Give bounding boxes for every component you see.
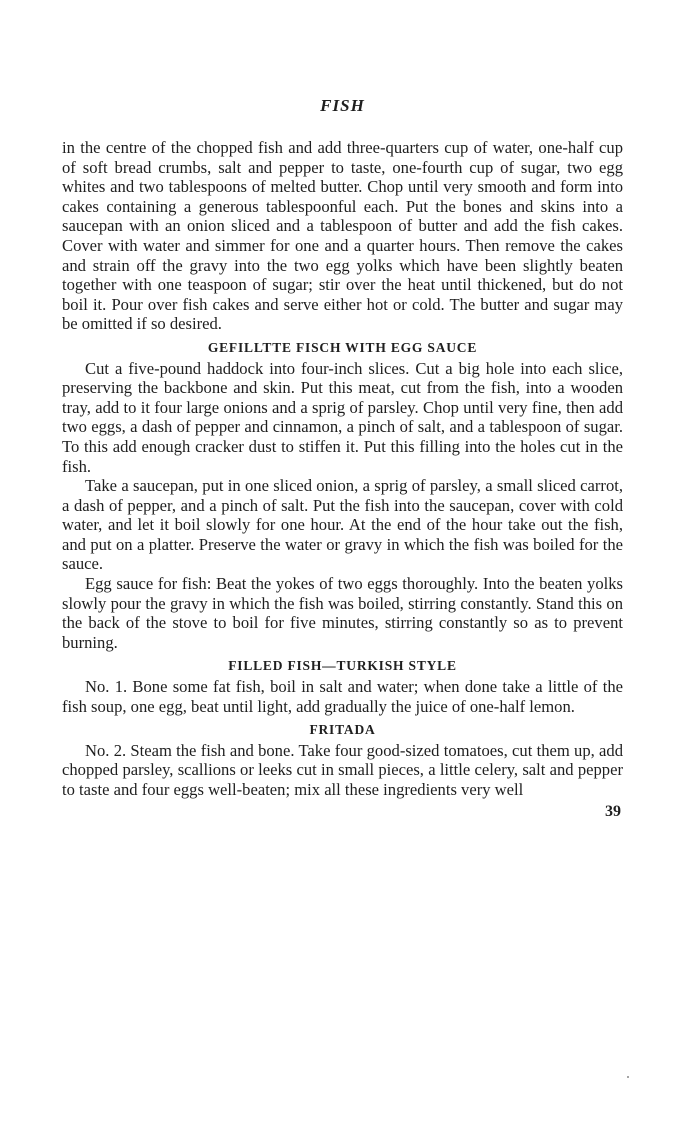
continuation-paragraph: in the centre of the chopped fish and add three-quarters cup of water, one-half cup of soft bread crumbs, salt and pepper to taste, one-fourth cup of sugar, two egg whites and two tablespoons of melted butter. Chop until very smooth and form into cakes containing a generous tablespoonful each. Put the bones and skins into a saucepan with an onion sliced and a tablespoon of butter and add the fish cakes. Cover with water and simmer for one and a quarter hours. Then remove the cakes and strain off the gravy into the two egg yolks which have been slightly beaten together with one teaspoon of sugar; stir over the heat until thickened, but do not boil it. Pour over fish cakes and serve either hot or cold. The butter and sugar may be omitted if so desired. xyxy=(62,138,623,334)
page-number: 39 xyxy=(605,802,621,820)
recipe-filled-fish-turkish xyxy=(62,656,623,716)
running-head: FISH xyxy=(320,96,365,115)
recipe-paragraph: Cut a five-pound haddock into four-inch slices. Cut a big hole into each slice, preserving the backbone and skin. Put this meat, cut from the fish, into a wooden tray, add to it four large onions and a sprig of parsley. Chop until very fine, then add two eggs, a dash of pepper and cinnamon, a pinch of salt, and a tablespoon of sugar. To this add enough cracker dust to stiffen it. Put this filling into the holes cut in the fish. xyxy=(62,358,623,476)
recipe-title: GEFILLTTE FISCH WITH EGG SAUCE xyxy=(207,339,478,355)
recipe-gefilltte-fisch xyxy=(62,338,623,653)
recipe-paragraph: Egg sauce for fish: Beat the yokes of two eggs thoroughly. Into the beaten yolks slowly pour the gravy in which the fish was boiled, stirring constantly. Stand this on the back of the stove to boil for five minutes, stirring constantly so as to prevent burning. xyxy=(62,574,623,652)
recipe-paragraph: Take a saucepan, put in one sliced onion, a sprig of parsley, a small sliced carrot, a dash of pepper, and a pinch of salt. Put the fish into the saucepan, cover with cold water, and let it boil slowly for one hour. At the end of the hour take out the fish, and put on a platter. Preserve the water or gravy in which the fish was boiled for the sauce. xyxy=(62,476,623,574)
recipe-fritada xyxy=(62,720,623,799)
paper-speck xyxy=(627,1076,629,1078)
recipe-paragraph: No. 1. Bone some fat fish, boil in salt and water; when done take a little of the fish soup, one egg, beat until light, add gradually the juice of one-half lemon. xyxy=(62,677,623,716)
page-body xyxy=(62,138,623,800)
recipe-title: FILLED FISH—TURKISH STYLE xyxy=(228,658,457,674)
recipe-title: FRITADA xyxy=(309,722,376,738)
book-page xyxy=(62,96,623,821)
recipe-paragraph: No. 2. Steam the fish and bone. Take four good-sized tomatoes, cut them up, add chopped parsley, scallions or leeks cut in small pieces, a little celery, salt and pepper to taste and four eggs well-beaten; mix all these ingredients very well xyxy=(62,740,623,799)
